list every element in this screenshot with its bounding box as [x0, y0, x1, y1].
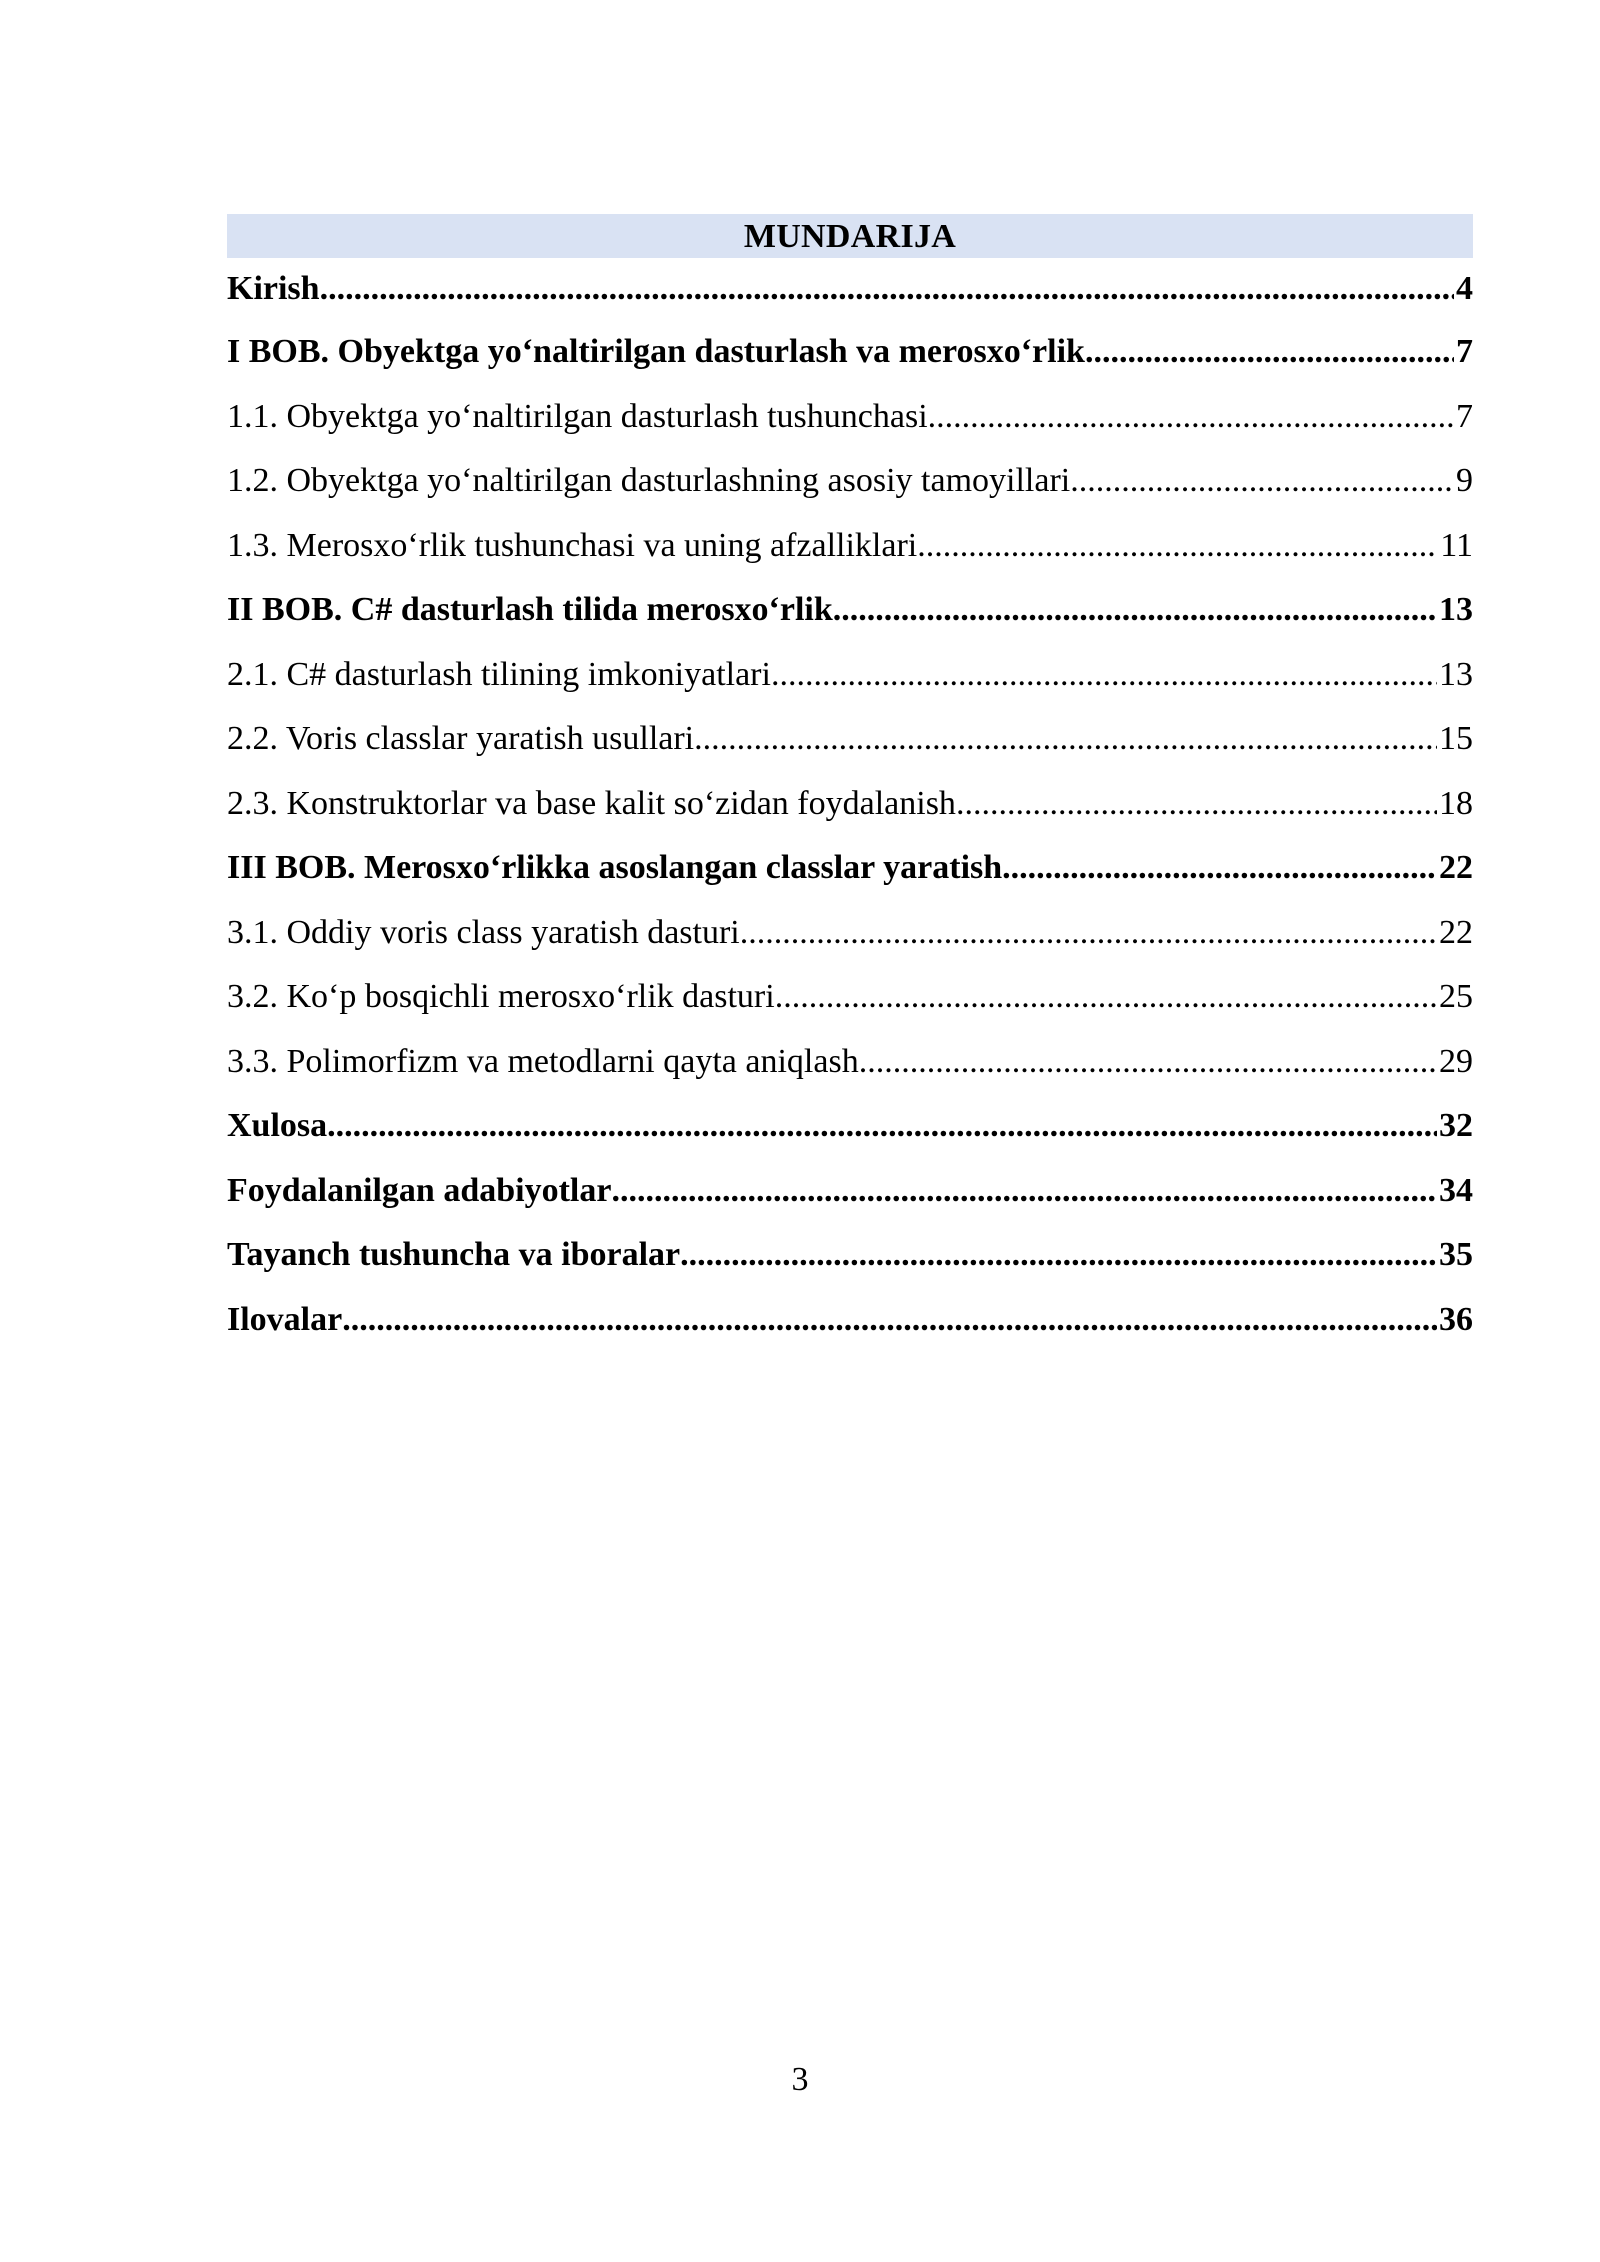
toc-dot-leader	[740, 901, 1437, 966]
toc-dot-leader	[859, 1030, 1437, 1095]
toc-entry-title: III BOB. Merosxo‘rlikka asoslangan classlar yaratish	[227, 849, 1003, 886]
toc-entry-page-number: 9	[1456, 462, 1473, 499]
toc-entry[interactable]	[227, 1030, 1473, 1095]
toc-entry-title: 1.2. Obyektga yo‘naltirilgan dasturlashning asosiy tamoyillari	[227, 462, 1071, 499]
toc-entry-title: 1.1. Obyektga yo‘naltirilgan dasturlash tushunchasi	[227, 397, 928, 435]
toc-entry-title: Tayanch tushuncha va iboralar	[227, 1236, 681, 1273]
toc-dot-leader	[1002, 836, 1437, 901]
toc-entry-page-number: 22	[1439, 849, 1473, 886]
toc-entry-page-number: 15	[1439, 720, 1473, 757]
toc-entry[interactable]	[227, 772, 1473, 837]
toc-entry[interactable]	[227, 707, 1473, 772]
toc-dot-leader	[694, 707, 1437, 772]
toc-entry[interactable]	[227, 836, 1473, 901]
toc-entry-page-number: 11	[1440, 526, 1473, 564]
toc-dot-leader	[342, 1288, 1437, 1353]
toc-entry-title: 1.3. Merosxo‘rlik tushunchasi va uning afzalliklari	[227, 526, 918, 564]
toc-entry-page-number: 13	[1439, 655, 1473, 693]
toc-entry[interactable]	[227, 901, 1473, 966]
toc-list	[227, 258, 1473, 1352]
toc-dot-leader	[771, 643, 1437, 708]
toc-dot-leader	[833, 578, 1437, 643]
toc-entry-page-number: 36	[1439, 1300, 1473, 1338]
toc-dot-leader	[611, 1159, 1437, 1224]
toc-entry-page-number: 4	[1456, 270, 1473, 307]
toc-entry-title: Kirish	[227, 270, 320, 307]
toc-entry-page-number: 32	[1439, 1107, 1473, 1144]
toc-entry[interactable]	[227, 1094, 1473, 1159]
page-number: 3	[791, 2061, 809, 2098]
toc-entry[interactable]	[227, 449, 1473, 514]
toc-entry-page-number: 25	[1439, 978, 1473, 1015]
toc-entry-page-number: 7	[1456, 397, 1473, 435]
toc-entry-title: Xulosa	[227, 1107, 328, 1144]
toc-entry[interactable]	[227, 1223, 1473, 1288]
toc-entry-title: II BOB. C# dasturlash tilida merosxo‘rlik	[227, 591, 833, 628]
toc-entry-title: 2.2. Voris classlar yaratish usullari	[227, 720, 695, 757]
toc-entry[interactable]	[227, 578, 1473, 643]
toc-entry-title: Ilovalar	[227, 1300, 343, 1338]
toc-entry-page-number: 22	[1439, 913, 1473, 951]
toc-dot-leader	[1070, 449, 1454, 514]
toc-entry[interactable]	[227, 965, 1473, 1030]
toc-entry[interactable]	[227, 643, 1473, 708]
toc-dot-leader	[956, 772, 1437, 837]
toc-entry-title: 2.3. Konstruktorlar va base kalit so‘zidan foydalanish	[227, 784, 956, 822]
toc-dot-leader	[917, 514, 1438, 579]
toc-entry-title: 3.3. Polimorfizm va metodlarni qayta aniqlash	[227, 1042, 859, 1080]
toc-entry[interactable]	[227, 385, 1473, 450]
toc-entry-title: 3.2. Ko‘p bosqichli merosxo‘rlik dasturi	[227, 978, 775, 1015]
toc-entry-title: 2.1. C# dasturlash tilining imkoniyatlari	[227, 655, 771, 693]
toc-entry[interactable]	[227, 258, 1473, 320]
toc-entry-title: 3.1. Oddiy voris class yaratish dasturi	[227, 913, 740, 951]
toc-title: MUNDARIJA	[227, 214, 1473, 258]
toc-dot-leader	[775, 965, 1437, 1030]
table-of-contents	[227, 214, 1473, 1352]
toc-dot-leader	[680, 1223, 1437, 1288]
toc-entry[interactable]	[227, 320, 1473, 385]
toc-entry[interactable]	[227, 1159, 1473, 1224]
toc-dot-leader	[928, 385, 1454, 450]
toc-dot-leader	[1085, 320, 1454, 385]
toc-entry-page-number: 35	[1439, 1236, 1473, 1273]
toc-entry-page-number: 13	[1439, 591, 1473, 628]
toc-dot-leader	[320, 258, 1454, 320]
toc-entry-title: I BOB. Obyektga yo‘naltirilgan dasturlash va merosxo‘rlik	[227, 333, 1085, 370]
toc-entry-page-number: 18	[1439, 784, 1473, 822]
toc-entry-title: Foydalanilgan adabiyotlar	[227, 1171, 612, 1209]
toc-entry[interactable]	[227, 514, 1473, 579]
toc-entry-page-number: 34	[1439, 1171, 1473, 1209]
toc-dot-leader	[327, 1094, 1437, 1159]
toc-entry-page-number: 29	[1439, 1042, 1473, 1080]
toc-entry-page-number: 7	[1456, 333, 1473, 370]
toc-entry[interactable]	[227, 1288, 1473, 1353]
